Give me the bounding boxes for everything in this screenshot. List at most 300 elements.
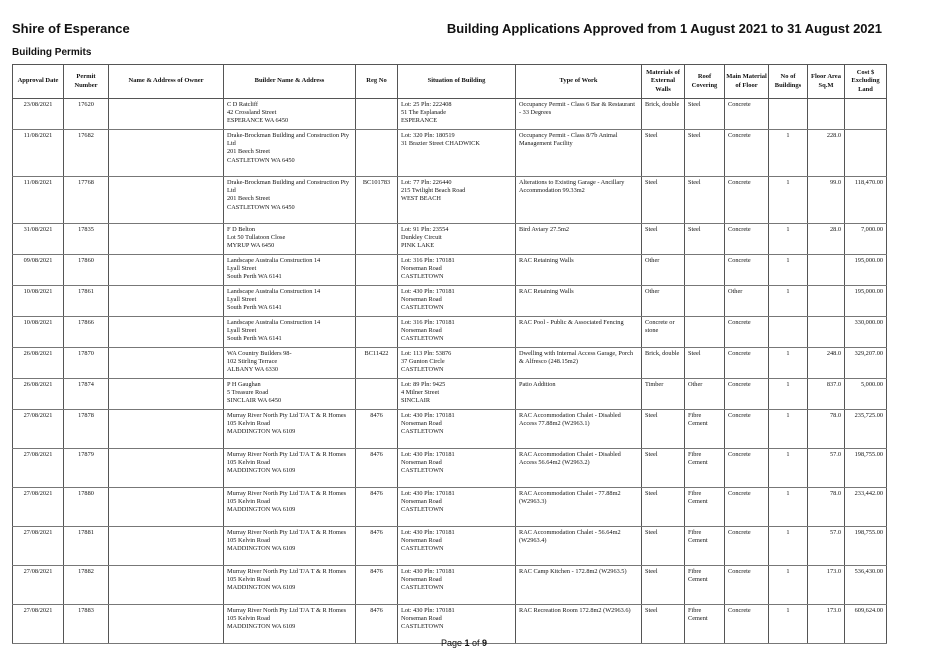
situation-line: Lot: 430 Pln: 170181 [401,607,455,614]
builder-line: Lyall Street [227,265,257,273]
walls-cell: Steel [642,605,685,644]
buildings-cell: 1 [769,449,808,488]
situation-line: Lot: 89 Pln: 9425 [401,381,446,388]
approval-date-cell: 26/08/2021 [13,379,64,410]
builder-cell [224,566,356,605]
table-row [13,317,887,348]
roof-cell: Steel [685,224,725,255]
floor-area-cell: 99.0 [808,177,845,224]
situation-line: Lot: 430 Pln: 170181 [401,529,455,536]
walls-cell: Other [642,286,685,317]
situation-line: WEST BEACH [401,195,441,203]
permit-number-cell: 17881 [64,527,109,566]
builder-line: MADDINGTON WA 6109 [227,506,296,514]
builder-line: MADDINGTON WA 6109 [227,428,296,436]
col-header-roof: Roof Covering [685,65,725,99]
table-row [13,99,887,130]
builder-line: Landscape Australia Construction 14 [227,257,321,264]
situation-cell [398,177,516,224]
builder-line: MADDINGTON WA 6109 [227,467,296,475]
table-row [13,410,887,449]
owner-cell [109,286,224,317]
table-row [13,449,887,488]
floor-area-cell: 57.0 [808,449,845,488]
table-header-row [13,65,887,99]
cost-cell: 233,442.00 [845,488,887,527]
roof-cell: Steel [685,177,725,224]
buildings-cell: 1 [769,410,808,449]
cost-cell: 198,755.00 [845,449,887,488]
col-header-buildings: No of Buildings [769,65,808,99]
permit-number-cell: 17866 [64,317,109,348]
builder-line: Murray River North Pty Ltd T/A T & R Homes [227,607,347,614]
roof-cell: Fibre Cement [685,527,725,566]
situation-line: Norseman Road [401,537,442,545]
org-name: Shire of Esperance [12,21,130,36]
permit-number-cell: 17870 [64,348,109,379]
builder-line: MADDINGTON WA 6109 [227,623,296,631]
approval-date-cell: 31/08/2021 [13,224,64,255]
builder-line: Lyall Street [227,296,257,304]
floor-area-cell: 837.0 [808,379,845,410]
floor-area-cell: 78.0 [808,488,845,527]
walls-cell: Steel [642,527,685,566]
situation-line: Lot: 430 Pln: 170181 [401,490,455,497]
walls-cell: Steel [642,224,685,255]
walls-cell: Steel [642,177,685,224]
builder-line: C D Ratcliff [227,101,259,108]
buildings-cell: 1 [769,130,808,177]
roof-cell: Other [685,379,725,410]
approval-date-cell: 23/08/2021 [13,99,64,130]
builder-cell [224,177,356,224]
reg-no-cell: 8476 [356,605,398,644]
floor-cell: Concrete [725,348,769,379]
buildings-cell: 1 [769,379,808,410]
col-header-builder: Builder Name & Address [224,65,356,99]
floor-cell: Concrete [725,130,769,177]
builder-cell [224,488,356,527]
floor-area-cell [808,255,845,286]
type-of-work-cell: RAC Camp Kitchen - 172.8m2 (W2963.5) [516,566,642,605]
approval-date-cell: 27/08/2021 [13,605,64,644]
reg-no-cell: 8476 [356,488,398,527]
floor-cell: Concrete [725,317,769,348]
floor-cell: Concrete [725,379,769,410]
situation-line: CASTLETOWN [401,506,444,514]
situation-cell [398,410,516,449]
situation-cell [398,449,516,488]
footer-page: 1 [464,638,470,648]
owner-cell [109,255,224,286]
permit-number-cell: 17883 [64,605,109,644]
situation-cell [398,130,516,177]
situation-cell [398,286,516,317]
type-of-work-cell: RAC Pool - Public & Associated Fencing [516,317,642,348]
builder-cell [224,99,356,130]
approval-date-cell: 27/08/2021 [13,566,64,605]
reg-no-cell [356,99,398,130]
builder-line: Murray River North Pty Ltd T/A T & R Homes [227,529,347,536]
builder-line: South Perth WA 6141 [227,273,282,281]
cost-cell: 5,000.00 [845,379,887,410]
owner-cell [109,99,224,130]
situation-line: Lot: 320 Pln: 180519 [401,132,455,139]
buildings-cell: 1 [769,177,808,224]
builder-line: MADDINGTON WA 6109 [227,545,296,553]
buildings-cell: 1 [769,488,808,527]
reg-no-cell [356,224,398,255]
builder-line: WA Country Builders 98- [227,350,292,357]
section-title: Building Permits [12,47,92,58]
builder-line: Drake-Brockman Building and Construction Pty Ltd [227,179,350,195]
type-of-work-cell: RAC Retaining Walls [516,286,642,317]
situation-line: CASTLETOWN [401,428,444,436]
builder-line: 105 Kelvin Road [227,498,271,506]
builder-line: Murray River North Pty Ltd T/A T & R Homes [227,412,347,419]
floor-cell: Concrete [725,177,769,224]
floor-area-cell: 228.0 [808,130,845,177]
builder-line: CASTLETOWN WA 6450 [227,156,295,164]
reg-no-cell: 8476 [356,410,398,449]
builder-line: MADDINGTON WA 6109 [227,584,296,592]
floor-cell: Concrete [725,488,769,527]
floor-area-cell [808,286,845,317]
buildings-cell: 1 [769,224,808,255]
col-header-permit-number: Permit Number [64,65,109,99]
reg-no-cell: 8476 [356,527,398,566]
floor-area-cell: 173.0 [808,605,845,644]
cost-cell: 198,755.00 [845,527,887,566]
roof-cell: Fibre Cement [685,449,725,488]
cost-cell [845,99,887,130]
situation-line: Norseman Road [401,265,442,273]
table-row [13,255,887,286]
situation-line: Dunkley Circuit [401,234,442,242]
owner-cell [109,224,224,255]
roof-cell: Fibre Cement [685,488,725,527]
builder-cell [224,255,356,286]
builder-line: 105 Kelvin Road [227,615,271,623]
approval-date-cell: 11/08/2021 [13,177,64,224]
table-row [13,177,887,224]
builder-line: South Perth WA 6141 [227,335,282,343]
permit-number-cell: 17835 [64,224,109,255]
col-header-floor: Main Material of Floor [725,65,769,99]
approval-date-cell: 27/08/2021 [13,449,64,488]
col-header-situation: Situation of Building [398,65,516,99]
owner-cell [109,317,224,348]
cost-cell: 118,470.00 [845,177,887,224]
situation-line: CASTLETOWN [401,467,444,475]
type-of-work-cell: RAC Accommodation Chalet - 56.64m2 (W2963.4) [516,527,642,566]
floor-area-cell: 78.0 [808,410,845,449]
situation-line: Norseman Road [401,615,442,623]
owner-cell [109,566,224,605]
type-of-work-cell: Occupancy Permit - Class 8/7b Animal Management Facility [516,130,642,177]
buildings-cell: 1 [769,527,808,566]
situation-cell [398,566,516,605]
reg-no-cell [356,255,398,286]
owner-cell [109,449,224,488]
type-of-work-cell: Occupancy Permit - Class 6 Bar & Restaurant - 33 Degrees [516,99,642,130]
floor-cell: Concrete [725,527,769,566]
owner-cell [109,348,224,379]
situation-cell [398,348,516,379]
type-of-work-cell: RAC Retaining Walls [516,255,642,286]
situation-line: 37 Gunton Circle [401,358,445,366]
reg-no-cell: BC101783 [356,177,398,224]
floor-area-cell [808,317,845,348]
table-row [13,379,887,410]
cost-cell: 7,000.00 [845,224,887,255]
builder-cell [224,224,356,255]
walls-cell: Timber [642,379,685,410]
permit-number-cell: 17880 [64,488,109,527]
roof-cell: Steel [685,348,725,379]
approval-date-cell: 27/08/2021 [13,410,64,449]
owner-cell [109,130,224,177]
builder-line: Landscape Australia Construction 14 [227,319,321,326]
walls-cell: Brick, double [642,99,685,130]
buildings-cell: 1 [769,286,808,317]
situation-line: Lot: 25 Pln: 222408 [401,101,452,108]
builder-line: P H Gaughan [227,381,261,388]
builder-line: ESPERANCE WA 6450 [227,117,289,125]
walls-cell: Steel [642,410,685,449]
situation-line: PINK LAKE [401,242,435,250]
builder-line: CASTLETOWN WA 6450 [227,203,295,211]
type-of-work-cell: Bird Aviary 27.5m2 [516,224,642,255]
buildings-cell: 1 [769,566,808,605]
footer-prefix: Page [440,638,462,648]
situation-line: Norseman Road [401,459,442,467]
col-header-type-of-work: Type of Work [516,65,642,99]
permit-number-cell: 17768 [64,177,109,224]
buildings-cell: 1 [769,348,808,379]
builder-cell [224,286,356,317]
situation-line: Norseman Road [401,296,442,304]
builder-line: 102 Stirling Terrace [227,358,278,366]
floor-cell: Concrete [725,224,769,255]
table-row [13,488,887,527]
roof-cell: Steel [685,99,725,130]
col-header-reg-no: Reg No [356,65,398,99]
reg-no-cell: BC11422 [356,348,398,379]
situation-line: CASTLETOWN [401,273,444,281]
floor-area-cell: 173.0 [808,566,845,605]
floor-area-cell: 28.0 [808,224,845,255]
builder-line: 5 Treasure Road [227,389,269,397]
owner-cell [109,379,224,410]
situation-line: CASTLETOWN [401,366,444,374]
situation-line: 31 Brazier Street CHADWICK [401,140,480,148]
builder-cell [224,379,356,410]
report-title: Building Applications Approved from 1 August 2021 to 31 August 2021 [446,21,882,36]
builder-cell [224,410,356,449]
situation-line: Norseman Road [401,420,442,428]
builder-line: Lot 50 Tullatoon Close [227,234,286,242]
permit-number-cell: 17882 [64,566,109,605]
permit-number-cell: 17879 [64,449,109,488]
builder-line: Lyall Street [227,327,257,335]
type-of-work-cell: RAC Accommodation Chalet - 77.88m2 (W2963.3) [516,488,642,527]
permit-number-cell: 17861 [64,286,109,317]
situation-line: Lot: 91 Pln: 23554 [401,226,449,233]
builder-line: Landscape Australia Construction 14 [227,288,321,295]
roof-cell: Steel [685,130,725,177]
buildings-cell: 1 [769,605,808,644]
roof-cell [685,255,725,286]
col-header-floor-area: Floor Area Sq.M [808,65,845,99]
situation-line: Lot: 430 Pln: 170181 [401,568,455,575]
type-of-work-cell: RAC Accommodation Chalet - Disabled Access 56.64m2 (W2963.2) [516,449,642,488]
walls-cell: Other [642,255,685,286]
walls-cell: Steel [642,449,685,488]
reg-no-cell: 8476 [356,449,398,488]
buildings-cell [769,317,808,348]
builder-cell [224,317,356,348]
situation-line: CASTLETOWN [401,335,444,343]
cost-cell: 195,000.00 [845,255,887,286]
situation-line: Lot: 430 Pln: 170181 [401,288,455,295]
cost-cell: 329,207.00 [845,348,887,379]
footer-total: 9 [482,638,488,648]
page-footer [0,638,928,648]
floor-cell: Concrete [725,410,769,449]
situation-line: CASTLETOWN [401,304,444,312]
situation-line: 4 Milner Street [401,389,440,397]
buildings-cell: 1 [769,255,808,286]
roof-cell: Fibre Cement [685,605,725,644]
walls-cell: Steel [642,488,685,527]
situation-line: Lot: 430 Pln: 170181 [401,412,455,419]
builder-line: 105 Kelvin Road [227,459,271,467]
situation-line: ESPERANCE [401,117,438,125]
builder-line: Murray River North Pty Ltd T/A T & R Homes [227,568,347,575]
builder-cell [224,449,356,488]
situation-line: Norseman Road [401,498,442,506]
approval-date-cell: 11/08/2021 [13,130,64,177]
situation-cell [398,488,516,527]
owner-cell [109,410,224,449]
builder-line: Murray River North Pty Ltd T/A T & R Homes [227,451,347,458]
builder-cell [224,130,356,177]
builder-line: 105 Kelvin Road [227,576,271,584]
permit-number-cell: 17860 [64,255,109,286]
floor-cell: Concrete [725,99,769,130]
situation-cell [398,255,516,286]
situation-line: Lot: 113 Pln: 53876 [401,350,452,357]
situation-line: Lot: 430 Pln: 170181 [401,451,455,458]
cost-cell: 235,725.00 [845,410,887,449]
builder-line: 42 Crossland Street [227,109,277,117]
situation-line: 215 Twilight Beach Road [401,187,466,195]
permit-number-cell: 17878 [64,410,109,449]
floor-area-cell: 57.0 [808,527,845,566]
builder-line: F D Belton [227,226,255,233]
floor-cell: Other [725,286,769,317]
situation-cell [398,99,516,130]
roof-cell: Fibre Cement [685,410,725,449]
approval-date-cell: 10/08/2021 [13,317,64,348]
builder-line: Murray River North Pty Ltd T/A T & R Homes [227,490,347,497]
situation-line: Lot: 316 Pln: 170181 [401,257,455,264]
col-header-walls: Materials of External Walls [642,65,685,99]
situation-line: CASTLETOWN [401,584,444,592]
builder-line: SINCLAIR WA 6450 [227,397,282,405]
col-header-approval-date: Approval Date [13,65,64,99]
situation-line: Norseman Road [401,576,442,584]
reg-no-cell [356,317,398,348]
owner-cell [109,488,224,527]
walls-cell: Brick, double [642,348,685,379]
buildings-cell [769,99,808,130]
situation-line: 51 The Esplanade [401,109,446,117]
footer-sep: of [472,638,480,648]
table-row [13,130,887,177]
situation-line: Norseman Road [401,327,442,335]
permit-number-cell: 17682 [64,130,109,177]
type-of-work-cell: Alterations to Existing Garage - Ancillary Accommodation 99.33m2 [516,177,642,224]
floor-cell: Concrete [725,449,769,488]
type-of-work-cell: RAC Recreation Room 172.8m2 (W2963.6) [516,605,642,644]
approval-date-cell: 10/08/2021 [13,286,64,317]
situation-line: CASTLETOWN [401,623,444,631]
floor-cell: Concrete [725,605,769,644]
type-of-work-cell: Patio Addition [516,379,642,410]
reg-no-cell [356,130,398,177]
builder-line: MYRUP WA 6450 [227,242,275,250]
permits-table [12,64,887,644]
table-row [13,527,887,566]
roof-cell [685,317,725,348]
situation-cell [398,224,516,255]
owner-cell [109,527,224,566]
builder-line: South Perth WA 6141 [227,304,282,312]
owner-cell [109,177,224,224]
table-row [13,348,887,379]
cost-cell [845,130,887,177]
walls-cell: Steel [642,566,685,605]
floor-cell: Concrete [725,255,769,286]
floor-cell: Concrete [725,566,769,605]
builder-line: Drake-Brockman Building and Construction Pty Ltd [227,132,350,148]
table-row [13,286,887,317]
situation-cell [398,379,516,410]
permit-number-cell: 17620 [64,99,109,130]
situation-line: Lot: 77 Pln: 226440 [401,179,452,186]
builder-cell [224,348,356,379]
col-header-cost: Cost $ Excluding Land [845,65,887,99]
table-row [13,224,887,255]
builder-cell [224,527,356,566]
approval-date-cell: 09/08/2021 [13,255,64,286]
roof-cell [685,286,725,317]
approval-date-cell: 26/08/2021 [13,348,64,379]
builder-line: 201 Beech Street [227,148,271,156]
reg-no-cell: 8476 [356,566,398,605]
situation-line: Lot: 316 Pln: 170181 [401,319,455,326]
situation-line: CASTLETOWN [401,545,444,553]
walls-cell: Concrete or stone [642,317,685,348]
builder-line: 105 Kelvin Road [227,537,271,545]
approval-date-cell: 27/08/2021 [13,527,64,566]
table-row [13,566,887,605]
situation-cell [398,317,516,348]
roof-cell: Fibre Cement [685,566,725,605]
builder-line: 105 Kelvin Road [227,420,271,428]
